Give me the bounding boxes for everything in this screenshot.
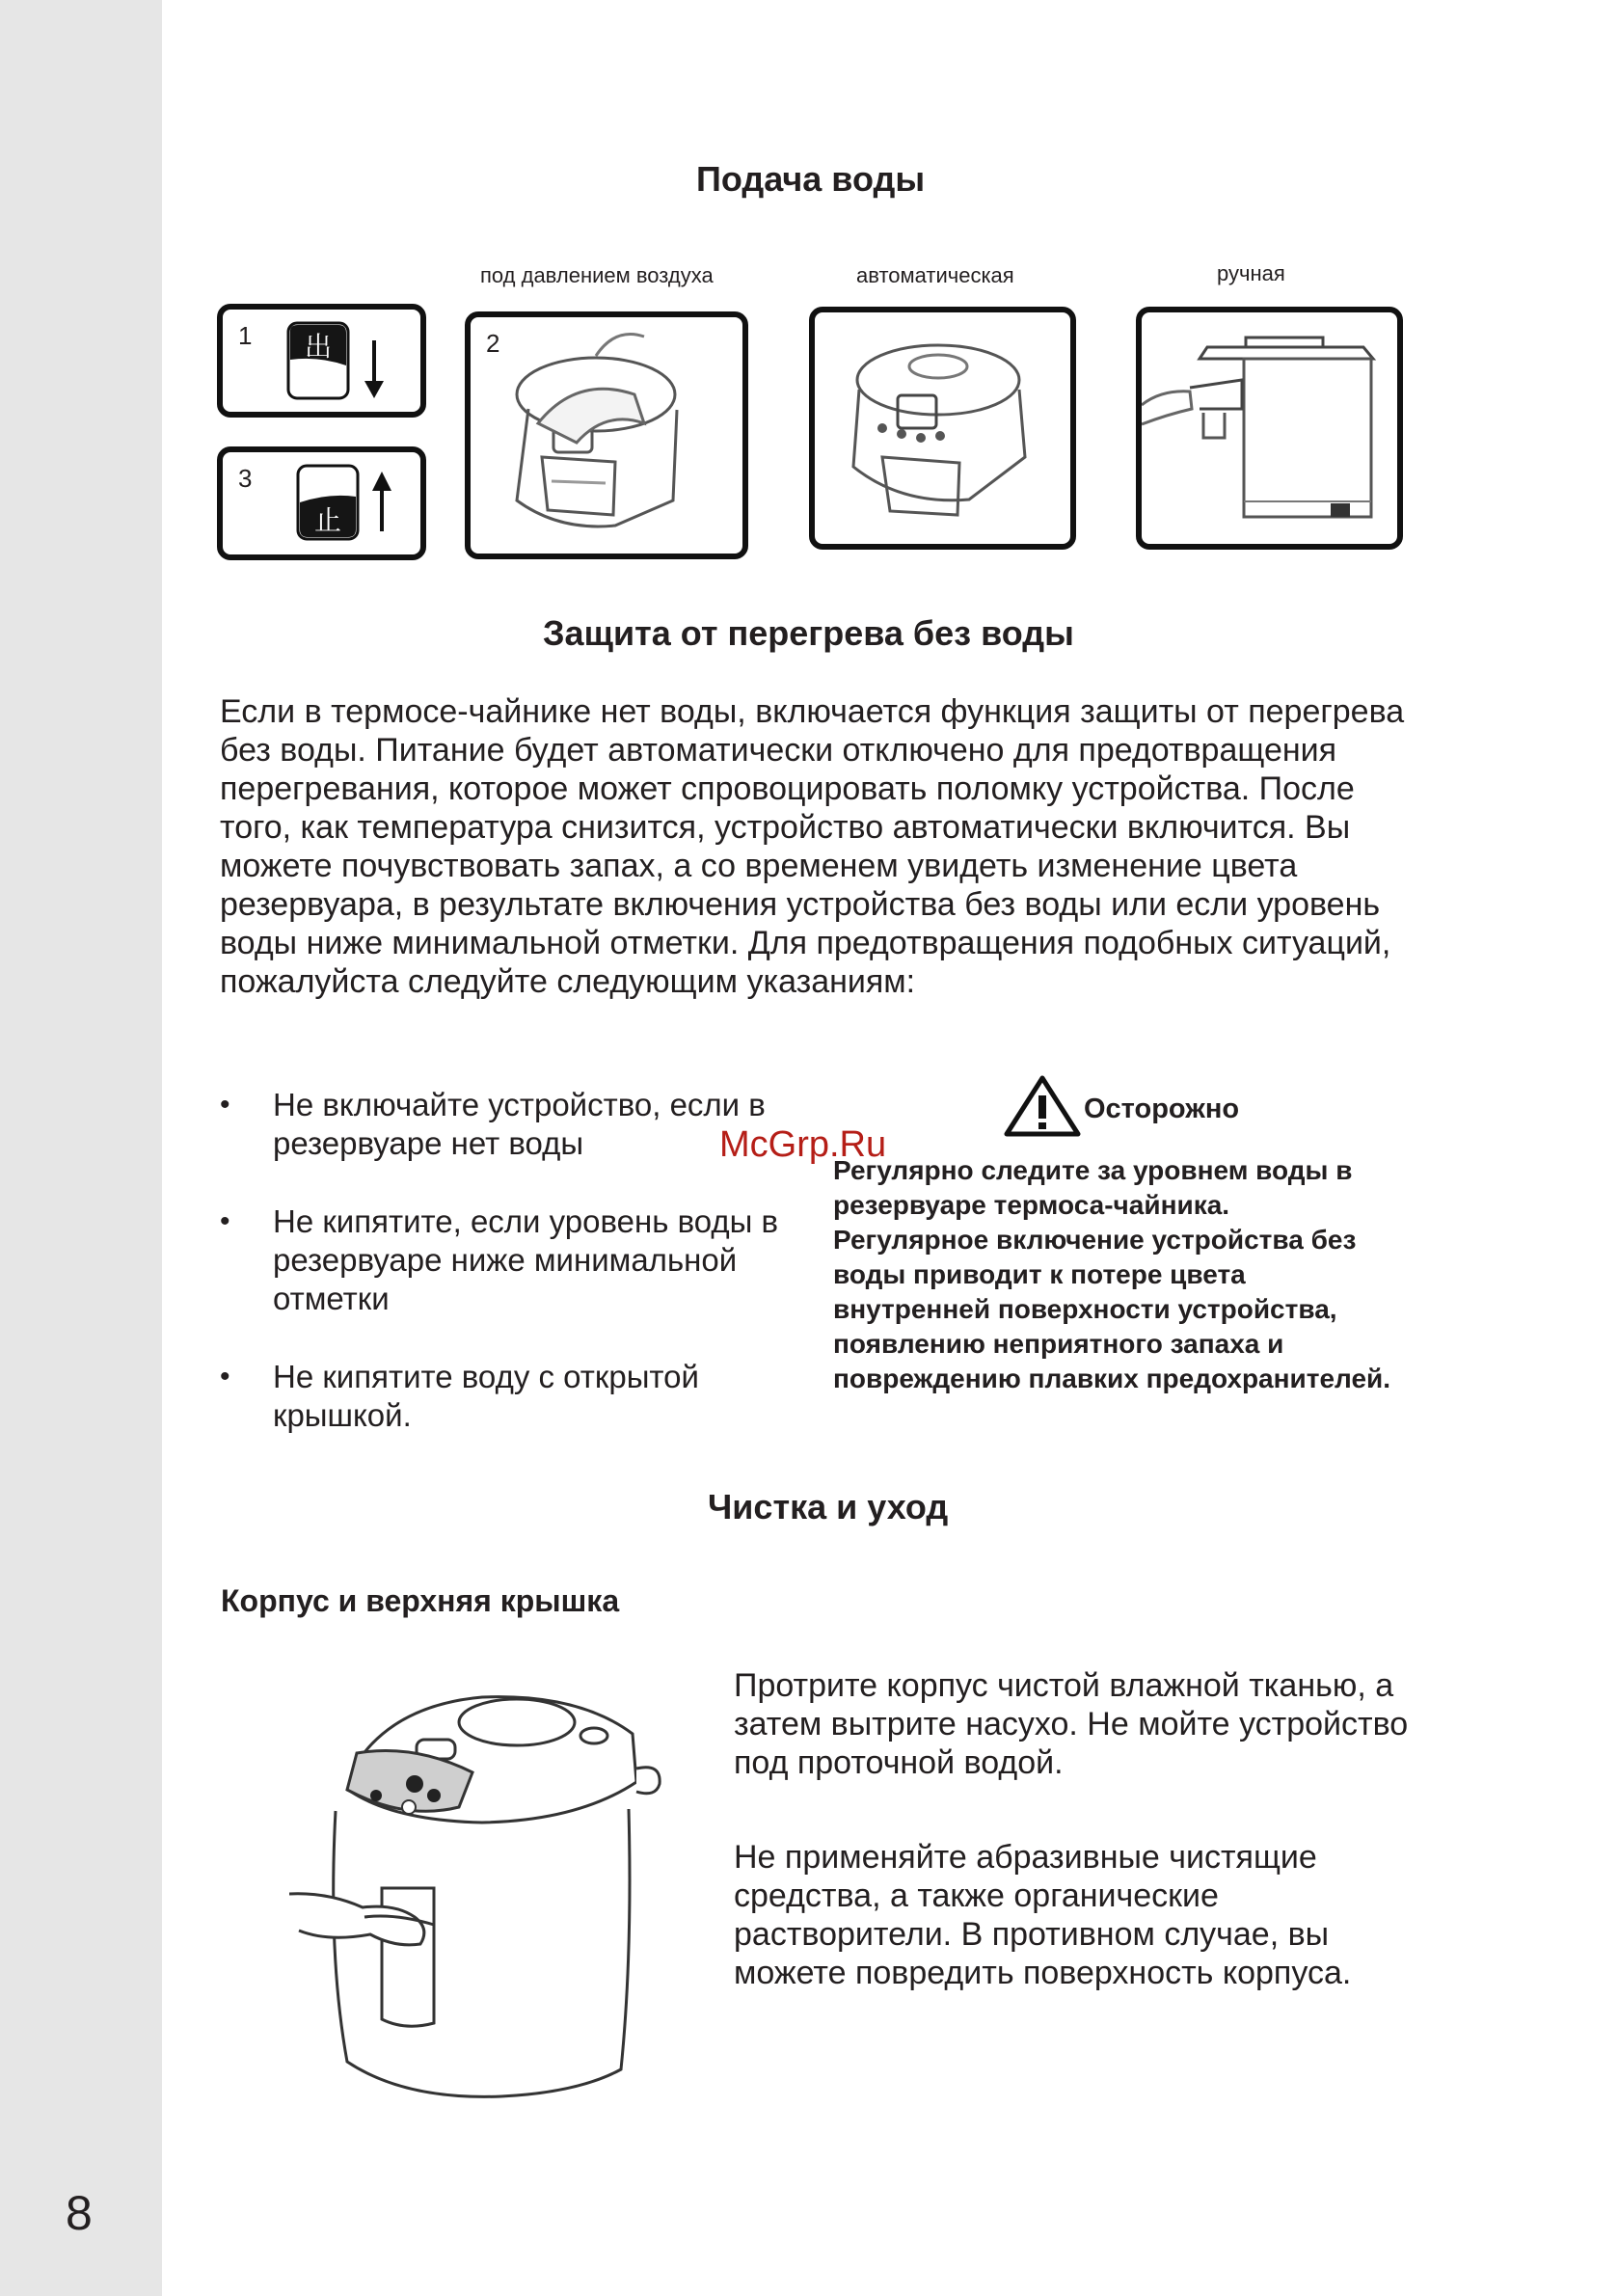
step-2-number: 2 (486, 329, 500, 358)
manual-dispense-illustration (1136, 307, 1403, 550)
step-3-number: 3 (238, 464, 253, 493)
caution-title: Осторожно (1084, 1094, 1240, 1124)
dry-protection-title: Защита от перегрева без воды (543, 613, 1074, 653)
cleaning-subtitle: Корпус и верхняя крышка (221, 1583, 620, 1618)
caption-air-pressure: под давлением воздуха (480, 263, 714, 287)
automatic-dispense-illustration (809, 307, 1076, 550)
thermopot-wiping-icon (289, 1676, 665, 2120)
caption-automatic: автоматическая (856, 263, 1014, 287)
warning-triangle-icon (1003, 1074, 1082, 1138)
page-number: 8 (66, 2186, 93, 2240)
thermopot-manual-icon (1142, 312, 1397, 544)
caption-manual: ручная (1217, 261, 1285, 285)
thermopot-hand-press-icon (471, 317, 742, 554)
bullet-item: • Не кипятите, если уровень воды в резервуаре ниже минимальной отметки (220, 1202, 818, 1318)
watermark: McGrp.Ru (719, 1124, 887, 1165)
air-pressure-dispense-illustration (465, 311, 748, 559)
caution-text: Регулярно следите за уровнем воды в резервуаре термоса-чайника. Регулярное включение устройства без воды приводит к потере цвета внутренней поверхности устройства, появлению неприятного запаха и повреждению плавких предохранителей. (833, 1155, 1391, 1393)
step-1-press-button-illustration (217, 304, 426, 418)
dry-protection-paragraph: Если в термосе-чайнике нет воды, включается функция защиты от перегрева без воды. Питание будет автоматически отключено для предотвращения перегревания, которое может спровоцировать поломку устройства. После того, как температура снизится, устройство автоматически включится. Вы можете почувствовать запах, а со временем увидеть изменение цвета резервуара, в результате включения устройства без воды или если уровень воды ниже минимальной отметки. Для предотвращения подобных ситуаций, пожалуйста следуйте следующим указаниям: (220, 693, 1405, 1000)
cleaning-paragraph-1: Протрите корпус чистой влажной тканью, а затем вытрите насухо. Не мойте устройство под проточной водой. (734, 1667, 1409, 1781)
step-1-number: 1 (238, 321, 253, 350)
cleaning-paragraph-2: Не применяйте абразивные чистящие средства, а также органические растворители. В противном случае, вы можете повредить поверхность корпуса. (734, 1839, 1352, 1991)
bullet-item: • Не включайте устройство, если в резервуаре нет воды (220, 1086, 818, 1163)
dispense-symbol: 出 (304, 331, 333, 363)
thermopot-automatic-icon (815, 312, 1070, 544)
step-3-release-button-illustration (217, 446, 426, 560)
page-side-strip (0, 0, 162, 2296)
dispense-button-icon (223, 310, 420, 412)
bullet-item: • Не кипятите воду с открытой крышкой. (220, 1358, 818, 1435)
water-supply-title: Подача воды (696, 159, 926, 199)
cleaning-title: Чистка и уход (708, 1487, 949, 1526)
stop-button-icon (223, 452, 420, 554)
stop-symbol: 止 (313, 504, 342, 536)
